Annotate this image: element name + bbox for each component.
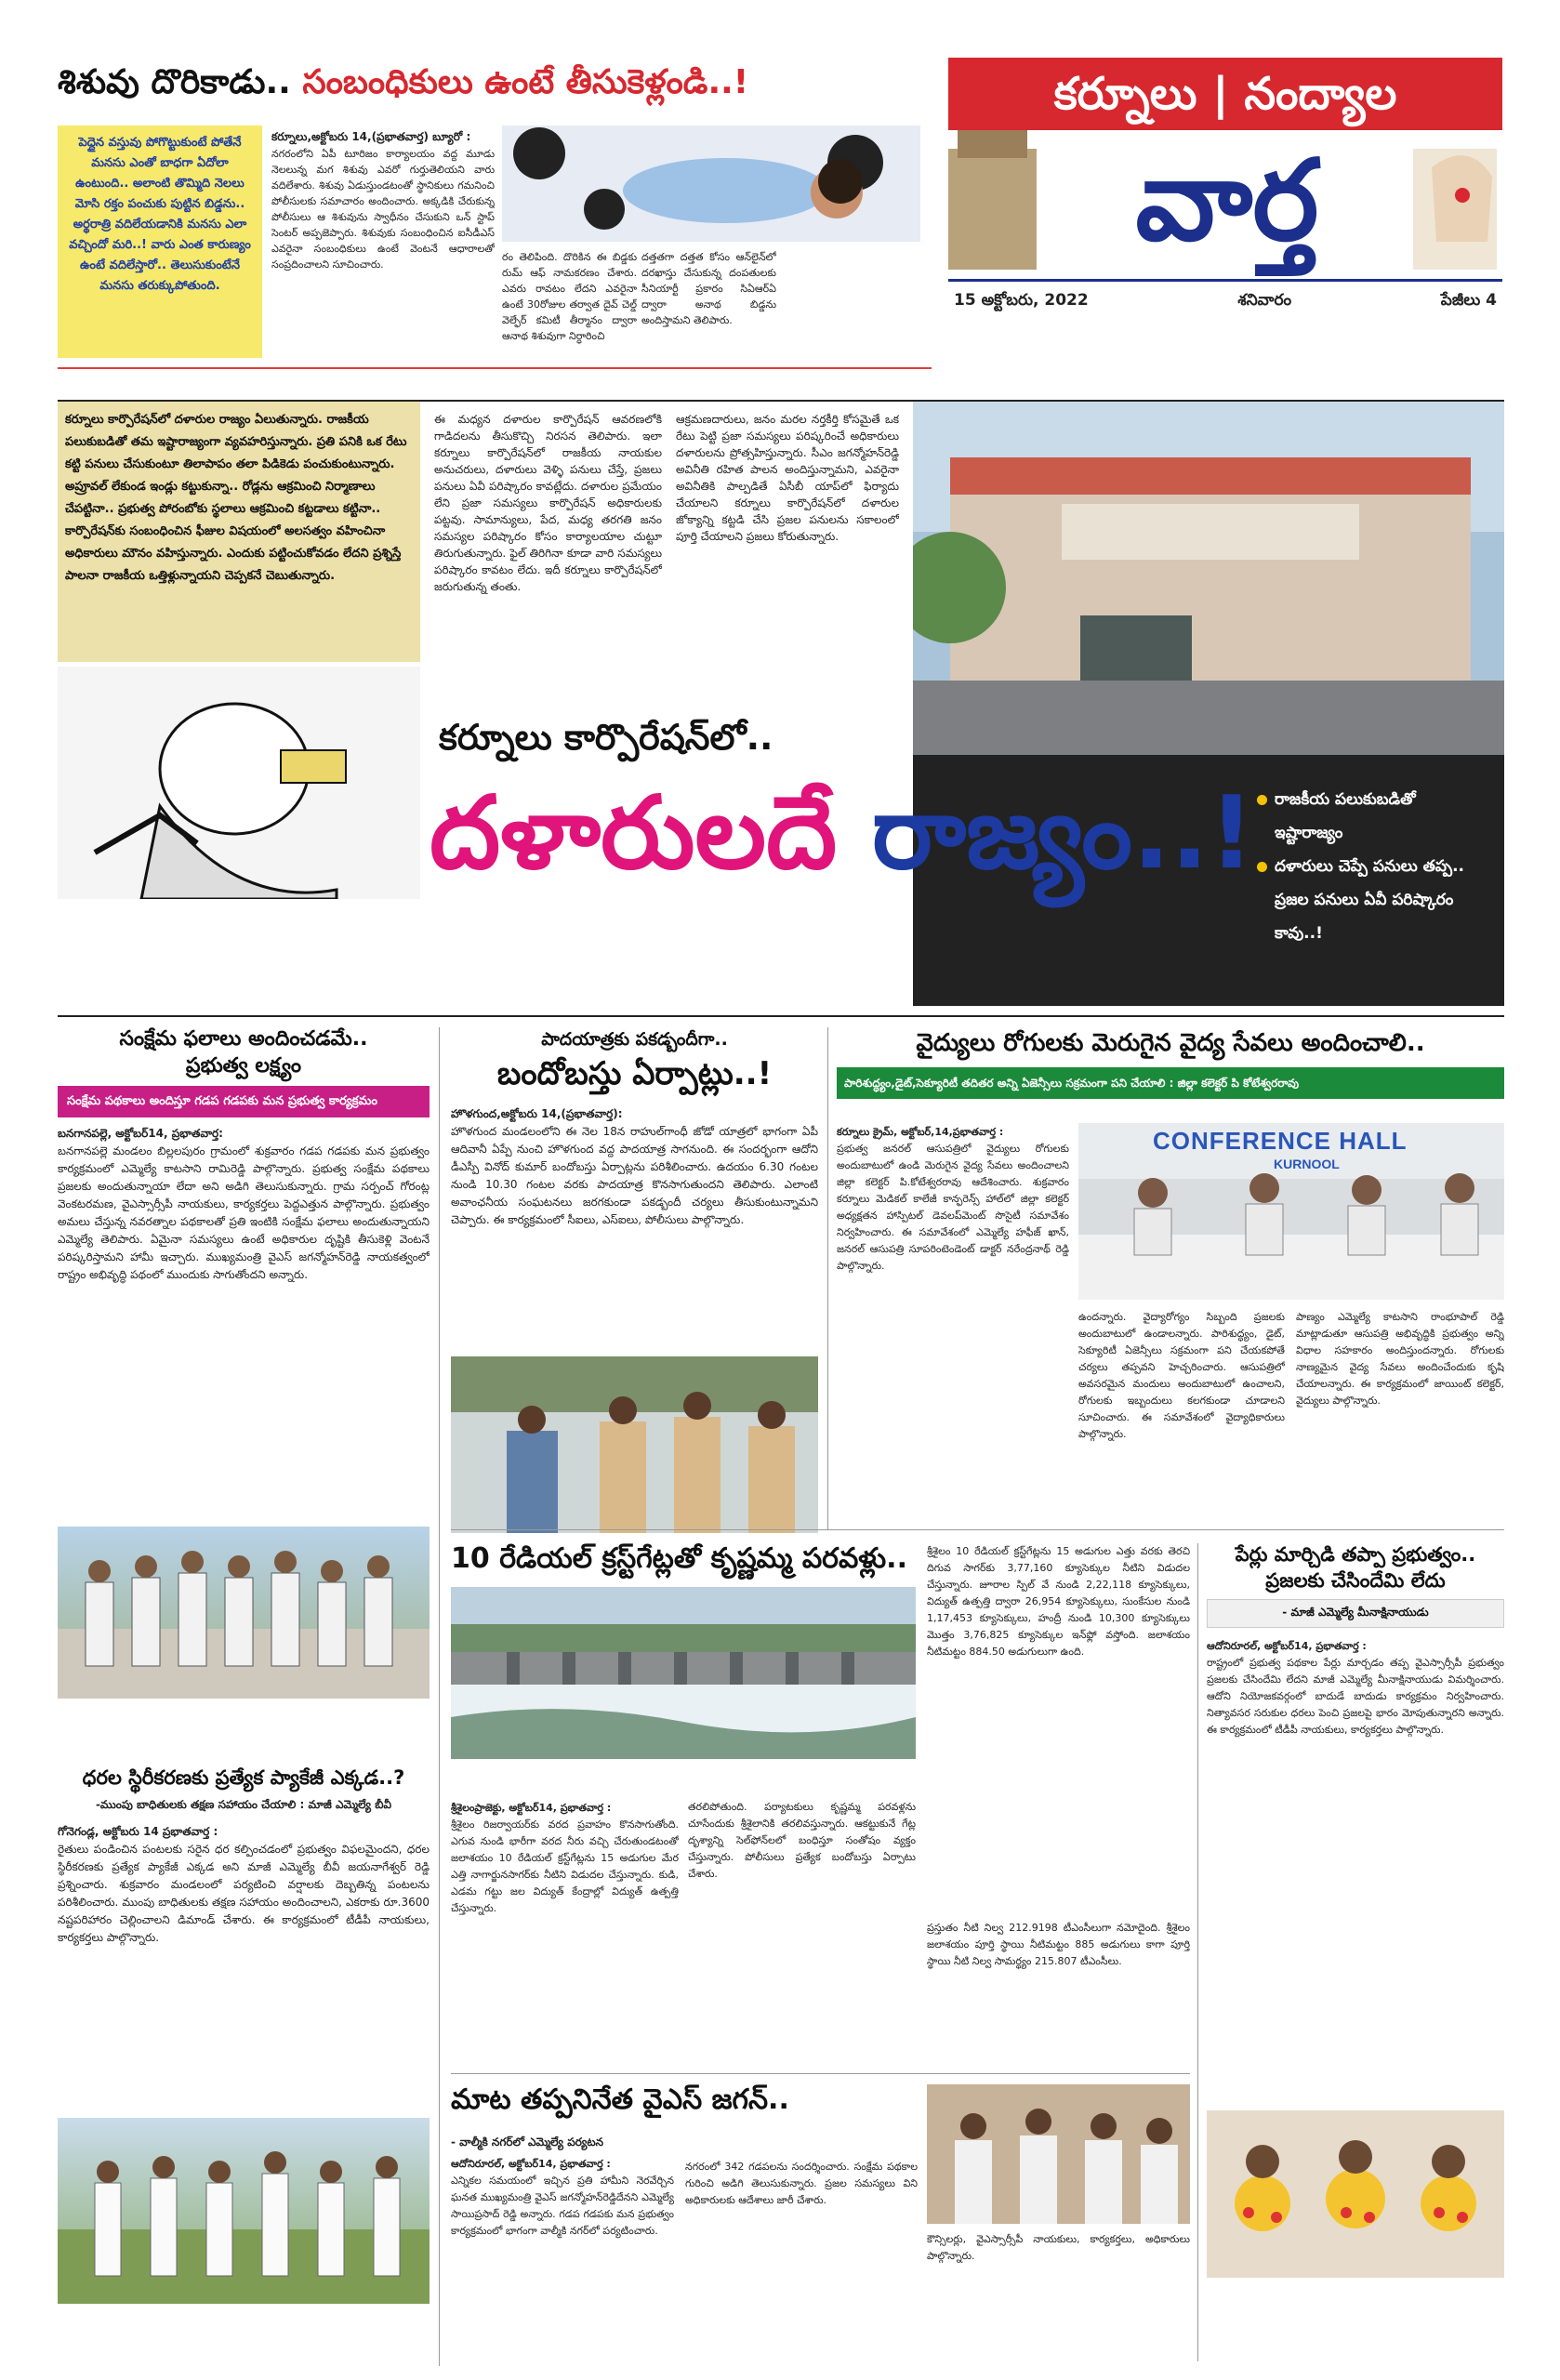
baby-photo bbox=[502, 126, 920, 242]
corp-bullet-2b: ప్రజల పనులు ఏవీ పరిష్కారం bbox=[1275, 891, 1454, 909]
baby-headline-b: సంబంధికులు ఉంటే తీసుకెళ్లండి..! bbox=[302, 63, 749, 101]
jagan-dateline: ఆదోనిరూరల్, అక్టోబర్14, ప్రభాతవార్త : bbox=[451, 2157, 611, 2170]
baby-headline bbox=[58, 63, 932, 101]
doctors-body-3: పాణ్యం ఎమ్మెల్యే కాటసాని రాంభూపాల్ రెడ్డి మాట్లాడుతూ ఆసుపత్రి అభివృద్ధికి ప్రభుత్వం అన్ని విధాల సహకారం అందిస్తుందన్నారు. రోగులకు నాణ్యమైన వైద్య సేవలు అందించేందుకు కృషి చేయాలన్నారు. ఈ కార్యక్రమంలో జాయింట్ కలెక్టర్, వైద్యులు పాల్గొన్నారు. bbox=[1296, 1311, 1504, 1407]
corp-col-a: ఈ మధ్యన దళారుల కార్పొరేషన్ ఆవరణలోకి గాడిదలను తీసుకొచ్చి నిరసన తెలిపారు. ఇలా కర్నూలు కార్పొరేషన్‌లో రాజకీయ నాయకుల అనుచరులు, దళారులు వెళ్ళి పనులు చేస్తే, ప్రజలు పనులు ఏవీ పరిష్కారం కావట్లేదు. దళారుల ప్రమేయం లేని ప్రజా సమస్యలు కార్పొరేషన్ అధికారులకు పట్టవు. సామాన్యులు, పేద, మధ్య తరగతి జనం సమస్యల పరిష్కారం కోసం కార్యాలయాల చుట్టూ తిరుగుతున్నారు. ఫైల్ తిరిగినా కూడా వారి సమస్యలు పరిష్కారం కావటం లేదు. ఇదీ కర్నూలు కార్పొరేషన్‌లో జరుగుతున్న తంతు. bbox=[434, 413, 662, 593]
sleeping-baby-image bbox=[502, 126, 920, 242]
srisailam-dam-image bbox=[451, 1587, 916, 1759]
corp-bullets bbox=[1257, 783, 1504, 950]
welfare-headline-a: సంక్షేమ ఫలాలు అందించడమే.. bbox=[119, 1027, 368, 1051]
baby-highlight: పెద్దైన వస్తువు పోగొట్టుకుంటే పోతేనే మనసు ఎంతో బాధగా ఏదోలా ఉంటుంది.. అలాంటి తొమ్మిది నెలలు మోసి రక్తం పంచుకు పుట్టిన బిడ్డను.. అర్థరాత్రి వదిలేయడానికి మనసు ఎలా వచ్చిందో మరి..! వారు ఎంత కారుణ్యం ఉంటే వదిలేస్తారో.. తెలుసుకుంటేనే మనసు తరుక్కుపోతుంది. bbox=[69, 136, 251, 293]
masthead-info bbox=[948, 282, 1502, 323]
baby-dateline: కర్నూలు,అక్టోబరు 14,(ప్రభాతవార్త) బ్యూరో : bbox=[271, 130, 471, 143]
baby-headline-a: శిశువు దొరికాడు.. bbox=[58, 63, 291, 101]
mid-rule bbox=[451, 1529, 1504, 1530]
farmers-group-image bbox=[58, 2118, 430, 2304]
garlanded-leaders-image bbox=[1207, 2110, 1504, 2278]
jagan-headline: మాట తప్పనినేత వైఎస్ జగన్.. bbox=[451, 2083, 789, 2116]
dam-body-2: తరలిపోతుంది. పర్యాటకులు కృష్ణమ్మ పరవళ్లను చూసేందుకు శ్రీశైలానికి తరలివస్తున్నారు. ఆకట్టుకునే గేట్ల దృశ్యాన్ని సెల్‌ఫోన్‌లలో బంధిస్తూ సంతోషం వ్యక్తం చేస్తున్నారు. పోలీసులు ప్రత్యేక బందోబస్తు ఏర్పాటు చేశారు. bbox=[688, 1801, 916, 1880]
security-story bbox=[451, 1030, 818, 1533]
name-headline-a: పేర్లు మార్చిడి తప్పా ప్రభుత్వం.. bbox=[1235, 1543, 1476, 1566]
masthead-title: వార్త bbox=[1135, 135, 1319, 266]
package-dateline: గోనెగండ్ల, అక్టోబరు 14 ప్రభాతవార్త : bbox=[58, 1825, 218, 1839]
jagan-story bbox=[451, 2084, 1190, 2340]
corp-headline-b: రాజ్యం..! bbox=[871, 775, 1255, 892]
corp-kicker: కర్నూలు కార్పొరేషన్‌లో.. bbox=[439, 717, 773, 758]
jagan-body-1: ఎన్నికల సమయంలో ఇచ్చిన ప్రతి హామీని నెరవేర్చిన ఘనత ముఖ్యమంత్రి వైఎస్ జగన్మోహన్‌రెడ్డిదేనని ఎమ్మెల్యే సాయిప్రసాద్ రెడ్డి అన్నారు. గడప గడపకు మన ప్రభుత్వం కార్యక్రమంలో భాగంగా వాల్మీకి నగర్‌లో పర్యటించారు. bbox=[451, 2174, 674, 2237]
dam-body-4: ప్రస్తుతం నీటి నిల్వ 212.9198 టీఎంసీలుగా నమోదైంది. శ్రీశైలం జలాశయం పూర్తి స్థాయి నీటిమట్టం 885 అడుగులు కాగా పూర్తి స్థాయి నీటి నిల్వ సామర్థ్యం 215.807 టీఎంసీలు. bbox=[927, 1922, 1190, 1967]
package-story bbox=[58, 1766, 430, 2304]
security-photo bbox=[451, 1356, 818, 1533]
welfare-group-image bbox=[58, 1527, 430, 1699]
jagan-kicker: - వాల్మీకి నగర్‌లో ఎమ్మెల్యే పర్యటన bbox=[451, 2135, 604, 2149]
conference-hall-sign: CONFERENCE HALL bbox=[1153, 1127, 1408, 1155]
dam-photo bbox=[451, 1587, 916, 1759]
name-dateline: ఆదోనిరూరల్, అక్టోబర్14, ప్రభాతవార్త : bbox=[1207, 1640, 1367, 1653]
doctors-photo bbox=[1078, 1123, 1504, 1300]
name-story bbox=[1207, 1543, 1504, 2278]
jagan-body-2: నగరంలో 342 గడపలను సందర్శించారు. సంక్షేమ పథకాల గురించి అడిగి తెలుసుకున్నారు. ప్రజల సమస్యలు విని అధికారులకు ఆదేశాలు జారీ చేశారు. bbox=[685, 2161, 918, 2206]
security-headline: బందోబస్తు ఏర్పాట్లు..! bbox=[496, 1054, 773, 1092]
corp-bullet-1a: రాజకీయ పలుకుబడితో bbox=[1275, 790, 1416, 809]
welfare-photo bbox=[58, 1527, 430, 1699]
dam-body-1: శ్రీశైలం రిజర్వాయర్‌కు వరద ప్రవాహం కొనసాగుతోంది. ఎగువ నుండి భారీగా వరద నీరు వచ్చి చేరుతుండటంతో జలాశయం 10 రేడియల్ క్రస్ట్‌గేట్లను 15 అడుగుల మేర ఎత్తి నాగార్జునసాగర్‌కు నీటిని విడుదల చేస్తున్నారు. కుడి, ఎడమ గట్టు జల విద్యుత్ కేంద్రాల్లో విద్యుత్ ఉత్పత్తి చేస్తున్నారు. bbox=[451, 1818, 679, 1914]
package-body: రైతులు పండించిన పంటలకు సరైన ధర కల్పించడంలో ప్రభుత్వం విఫలమైందని, ధరల స్థిరీకరణకు ప్రత్యేక ప్యాకేజీ ఎక్కడ అని మాజీ ఎమ్మెల్యే బీవీ జయనాగేశ్వర్ రెడ్డి ప్రశ్నించారు. శుక్రవారం మండలంలో పర్యటించి వర్షాలకు దెబ్బతిన్న పంటలను పరిశీలించారు. ముంపు బాధితులకు తక్షణ సహాయం అందించాలని, ఎకరాకు రూ.3600 నష్టపరిహారం చెల్లించాలని డిమాండ్ చేశారు. ఈ కార్యక్రమంలో టీడీపీ నాయకులు, కార్యకర్తలు పాల్గొన్నారు. bbox=[58, 1843, 430, 1945]
welfare-body: బనగానపల్లె మండలం బిల్లలపురం గ్రామంలో శుక్రవారం గడప గడపకు మన ప్రభుత్వం కార్యక్రమంలో ఎమ్మెల్యే కాటసాని రామిరెడ్డి పాల్గొన్నారు. ప్రభుత్వ సంక్షేమ పథకాలు ప్రజలకు అందుతున్నాయా లేదా అని అడిగి తెలుసుకున్నారు. గ్రామ సర్పంచ్ గోరంట్ల వెంకటరమణ, వైఎస్సార్సీపీ నాయకులు, కార్యకర్తలు పెద్దఎత్తున పాల్గొన్నారు. ప్రభుత్వం అమలు చేస్తున్న నవరత్నాల పథకాలతో ప్రతి ఇంటికి సంక్షేమ ఫలాలు అందుతున్నాయని ఎమ్మెల్యే తెలిపారు. ఏమైనా సమస్యలు ఉంటే అధికారుల దృష్టికి తీసుకెళ్లి వెంటనే పరిష్కరిస్తామని హామీ ఇచ్చారు. ముఖ్యమంత్రి వైఎస్ జగన్మోహన్‌రెడ్డి నాయకత్వంలో రాష్ట్రం అభివృద్ధి పథంలో ముందుకు సాగుతోందని అన్నారు. bbox=[58, 1144, 430, 1281]
doctors-body-1: ప్రభుత్వ జనరల్ ఆసుపత్రిలో వైద్యులు రోగులకు అందుబాటులో ఉండి మెరుగైన వైద్య సేవలు అందించాలని జిల్లా కలెక్టర్ పి.కోటేశ్వరరావు ఆదేశించారు. శుక్రవారం కర్నూలు మెడికల్ కాలేజీ కాన్ఫరెన్స్ హాల్‌లో జిల్లా కలెక్టర్ అధ్యక్షతన హాస్పిటల్ డెవలప్‌మెంట్ సొసైటీ సమావేశం నిర్వహించారు. ఈ సమావేశంలో ఎమ్మెల్యే హఫీజ్ ఖాన్, జనరల్ ఆసుపత్రి సూపరింటెండెంట్ డాక్టర్ నరేంద్రనాథ్ రెడ్డి పాల్గొన్నారు. bbox=[837, 1143, 1069, 1272]
corp-story bbox=[58, 400, 1504, 1004]
lower-rule bbox=[451, 2073, 1190, 2074]
baby-body-1: నగరంలోని ఏపీ టూరిజం కార్యాలయం వద్ద మూడు నెలలున్న మగ శిశువు ఎవరో గుర్తుతెలియని వారు వదిలేశారు. శిశువు ఏడుస్తుండటంతో స్థానికులు గమనించి పోలీసులకు సమాచారం అందించారు. అక్కడికి చేరుకున్న పోలీసులు ఆ శిశువును స్వాధీనం చేసుకుని ఒన్ స్టాప్ సెంటర్ అప్పజెప్పారు. శిశువుకు సంబంధించిన ఐసీడీఎస్ ఎవరైనా సంబంధికులు ఉంటే వెంటనే ఆధారాలతో సంప్రదించాలని సూచించారు. bbox=[271, 148, 495, 271]
baby-col-1 bbox=[271, 128, 495, 361]
conference-hall-city: KURNOOL bbox=[1274, 1157, 1340, 1171]
doctors-col-1 bbox=[837, 1123, 1069, 1508]
corp-bullet-2c: కావు..! bbox=[1275, 924, 1323, 943]
baby-body-3: దత్తతగా దత్తత కోసం ఆన్‌లైన్‌లో దరఖాస్తు చేసుకున్న దంపతులకు సీనియార్టీ ప్రకారం సిఏఆర్ఏ ద్వారా అనాథ బిడ్డను అందిస్తామని తెలిపారు. bbox=[641, 251, 776, 326]
package-kicker: -ముంపు బాధితులకు తక్షణ సహాయం చేయాలి : మాజీ ఎమ్మెల్యే బీవీ bbox=[95, 1798, 392, 1812]
corp-bullet-1b: ఇష్టారాజ్యం bbox=[1275, 824, 1343, 842]
welfare-headline-b: ప్రభుత్వ లక్ష్యం bbox=[185, 1054, 302, 1078]
dam-body-3: శ్రీశైలం 10 రేడియల్ క్రస్ట్‌గేట్లను 15 అడుగుల ఎత్తు వరకు తెరచి దిగువ సాగర్‌కు 3,77,160 క్యూసెక్కుల నీటిని విడుదల చేస్తున్నారు. జూరాల స్పిల్ వే నుండి 2,22,118 క్యూసెక్కులు, విద్యుత్ ఉత్పత్తి ద్వారా 26,954 క్యూసెక్కులు, సుంకేసుల నుండి 1,17,453 క్యూసెక్కులు, హంద్రీ నుండి 10,300 క్యూసెక్కులు మొత్తం 3,76,825 క్యూసెక్కుల ఇన్‌ఫ్లో వస్తోంది. జలాశయం నీటిమట్టం 884.50 అడుగులుగా ఉంది. bbox=[927, 1545, 1190, 1658]
doctors-headline: వైద్యులు రోగులకు మెరుగైన వైద్య సేవలు అందించాలి.. bbox=[916, 1029, 1425, 1057]
doctors-sub: పారిశుద్ధ్యం,డైట్,సెక్యూరిటీ తదితర అన్ని ఏజెన్సీలు సక్రమంగా పని చేయాలి : జిల్లా కలెక్టర్ పి కోటేశ్వరరావు bbox=[837, 1067, 1504, 1099]
masthead-day: శనివారం bbox=[1237, 291, 1292, 310]
jagan-body-3: కౌన్సిలర్లు, వైఎస్సార్సీపీ నాయకులు, కార్యకర్తలు, అధికారులు పాల్గొన్నారు. bbox=[927, 2233, 1190, 2262]
baby-body-2: రం తెలిపింది. దొరికిన ఈ బిడ్డకు రుమ్ ఆఫ్ నామకరణం చేశారు. ఎవరు రావటం లేదని ఎవరైనా ఉంటే 30రోజుల తర్వాత దైవ్ చెల్డ్ వెల్ఫేర్ కమిటీ తీర్మానం ద్వారా ఆనాథ శిశువుగా నిర్ధారించి bbox=[502, 251, 637, 342]
column-rule-1 bbox=[439, 1027, 440, 2366]
doctors-story bbox=[837, 1029, 1504, 1440]
security-body: హొళగుంద మండలంలోని ఈ నెల 18న రాహుల్‌గాంధీ జోడో యాత్రలో భాగంగా ఏపీ ఆదివానీ ఏప్పే నుంచి హొళగుంద వద్ద పాదయాత్ర సాగనుంది. ఈ సందర్భంగా ఆదోని డీఎస్పీ వినోద్ కుమార్ బందోబస్తు ఏర్పాట్లను పరిశీలించారు. ఉదయం 6.30 గంటల నుండి 10.30 గంటల వరకు పాదయాత్ర కొనసాగుతుందని తెలిపారు. ఎలాంటి అవాంఛనీయ సంఘటనలు జరగకుండా పకడ్బందీ చర్యలు తీసుకుంటున్నామని చెప్పారు. ఈ కార్యక్రమంలో సీఐలు, ఎస్‌ఐలు, పోలీసులు పాల్గొన్నారు. bbox=[451, 1124, 818, 1226]
masthead-date: 15 అక్టోబరు, 2022 bbox=[954, 291, 1089, 310]
column-rule-3 bbox=[1197, 1543, 1198, 2361]
police-officers-image bbox=[451, 1356, 818, 1533]
dam-headline: 10 రేడియల్ క్రస్ట్‌గేట్లతో కృష్ణమ్మ పరవళ్లు.. bbox=[451, 1542, 907, 1575]
security-dateline: హొళగుంద,అక్టోబరు 14,(ప్రభాతవార్త): bbox=[451, 1106, 623, 1120]
security-kicker: పాదయాత్రకు పకడ్బందీగా.. bbox=[541, 1029, 728, 1050]
corporation-building-image bbox=[913, 402, 1504, 755]
dam-dateline: శ్రీశైలంప్రాజెక్టు, అక్టోబర్14, ప్రభాతవార్త : bbox=[451, 1802, 612, 1814]
name-photo bbox=[1207, 2110, 1504, 2278]
corp-headline-a: దళారులదే bbox=[430, 775, 838, 892]
section-rule bbox=[58, 1015, 1504, 1017]
mla-visit-image bbox=[927, 2084, 1190, 2224]
masthead-logo-area bbox=[948, 130, 1502, 279]
doctors-dateline: కర్నూలు క్రైమ్, అక్టోబర్,14,ప్రభాతవార్త : bbox=[837, 1126, 1004, 1138]
name-kicker: - మాజీ ఎమ్మెల్యే మీనాక్షినాయుడు bbox=[1207, 1599, 1504, 1628]
welfare-sub: సంక్షేమ పథకాలు అందిస్తూ గడప గడపకు మన ప్రభుత్వ కార్యక్రమం bbox=[58, 1086, 430, 1117]
package-headline: ధరల స్థిరీకరణకు ప్రత్యేక ప్యాకేజీ ఎక్కడ..? bbox=[82, 1766, 405, 1789]
jagan-photo bbox=[927, 2084, 1190, 2224]
corp-headline bbox=[430, 774, 1266, 894]
cartoon-illustration bbox=[58, 667, 420, 899]
baby-highlight-box bbox=[58, 126, 262, 358]
corp-dateline: కర్నూలు, ప్రభాతవార్త బ్యూరో : bbox=[643, 955, 821, 972]
top-divider bbox=[58, 367, 932, 369]
corp-col-b: ఆక్రమణదారులు, జనం మరల నర్తకీర్తి కోసమైతే ఒక రేటు పెట్టి ప్రజా సమస్యలు పరిష్కరించే అధికారులు దళారులను ప్రోత్సహిస్తున్నారు. సీఎం జగన్మోహన్‌రెడ్డి అవినీతి రహిత పాలన అందిస్తున్నామని, ఎవరైనా అవినీతికి పాల్పడితే ఏసీబీ యాప్‌లో ఫిర్యాదు చేయాలని కర్నూలు కార్పొరేషన్‌లో దళారుల జోక్యాన్ని కట్టడి చేసి ప్రజల పనులను సకాలంలో పూర్తి చేయాలని ప్రజలు కోరుతున్నారు. bbox=[676, 413, 899, 543]
welfare-story bbox=[58, 1027, 430, 1699]
edition-banner: కర్నూలు | నంద్యాల bbox=[948, 58, 1502, 130]
welfare-dateline: బనగానపల్లె, అక్టోబర్14, ప్రభాతవార్త: bbox=[58, 1126, 223, 1140]
corp-intro-box bbox=[58, 402, 420, 662]
package-photo bbox=[58, 2118, 430, 2304]
masthead bbox=[948, 58, 1502, 346]
dam-story bbox=[451, 1542, 1190, 1967]
column-rule-2 bbox=[827, 1027, 828, 1529]
dam-col-1 bbox=[451, 1799, 679, 2068]
masthead-page: పేజీలు 4 bbox=[1440, 291, 1497, 310]
name-body: రాష్ట్రంలో ప్రభుత్వ పథకాల పేర్లు మార్చడం తప్ప వైఎస్సార్సీపీ ప్రభుత్వం ప్రజలకు చేసిందేమి లేదని మాజీ ఎమ్మెల్యే మీనాక్షినాయుడు విమర్శించారు. ఆదోని నియోజకవర్గంలో బాదుడే బాదుడు కార్యక్రమం నిర్వహించారు. నిత్యావసర సరుకుల ధరలు పెంచి ప్రజలపై భారం మోపుతున్నారని అన్నారు. ఈ కార్యక్రమంలో టీడీపీ నాయకులు, కార్యకర్తలు పాల్గొన్నారు. bbox=[1207, 1657, 1504, 1737]
corp-cartoon bbox=[58, 667, 420, 899]
doctors-body-2: ఉందన్నారు. వైద్యారోగ్యం సిబ్బంది ప్రజలకు అందుబాటులో ఉండాలన్నారు. పారిశుద్ధ్యం, డైట్, సెక్యూరిటీ ఏజెన్సీలు సక్రమంగా పని చేయకపోతే చర్యలు తప్పవని హెచ్చరించారు. ఆసుపత్రిలో అవసరమైన మందులు అందుబాటులో ఉంచాలని, రోగులకు ఇబ్బందులు కలగకుండా చూడాలని సూచించారు. ఈ సమావేశంలో వైద్యాధికారులు పాల్గొన్నారు. bbox=[1078, 1311, 1285, 1440]
corp-intro: కర్నూలు కార్పొరేషన్‌లో దళారుల రాజ్యం ఏలుతున్నారు. రాజకీయ పలుకుబడితో తమ ఇష్టారాజ్యంగా వ్యవహరిస్తున్నారు. ప్రతి పనికి ఒక రేటు కట్టి పనులు చేసుకుంటూ తిలాపాపం తలా పిడికెడు పంచుకుంటున్నారు. అప్రూవల్ లేకుండ ఇండ్లు కట్టుకున్నా.. రోడ్లను ఆక్రమించి నిర్మాణాలు చేపట్టినా.. ప్రభుత్వ పోరంబోకు స్థలాలు ఆక్రమించి కట్టడాలు కట్టినా.. కార్పొరేషన్‌కు సంబంధించిన ఫీజుల విషయంలో అలసత్వం వహించినా అధికారులు మౌనం వహిస్తున్నారు. ఎందుకు పట్టించుకోవడం లేదని ప్రశ్నిస్తే పాలనా రాజకీయ ఒత్తిళ్లున్నాయని చెప్పకనే చెబుతున్నారు. bbox=[65, 413, 407, 583]
name-headline-b: ప్రజలకు చేసిందేమి లేదు bbox=[1265, 1569, 1446, 1593]
corp-photo bbox=[913, 402, 1504, 755]
corp-bullet-2a: దళారులు చెప్పే పనులు తప్ప.. bbox=[1275, 857, 1465, 876]
